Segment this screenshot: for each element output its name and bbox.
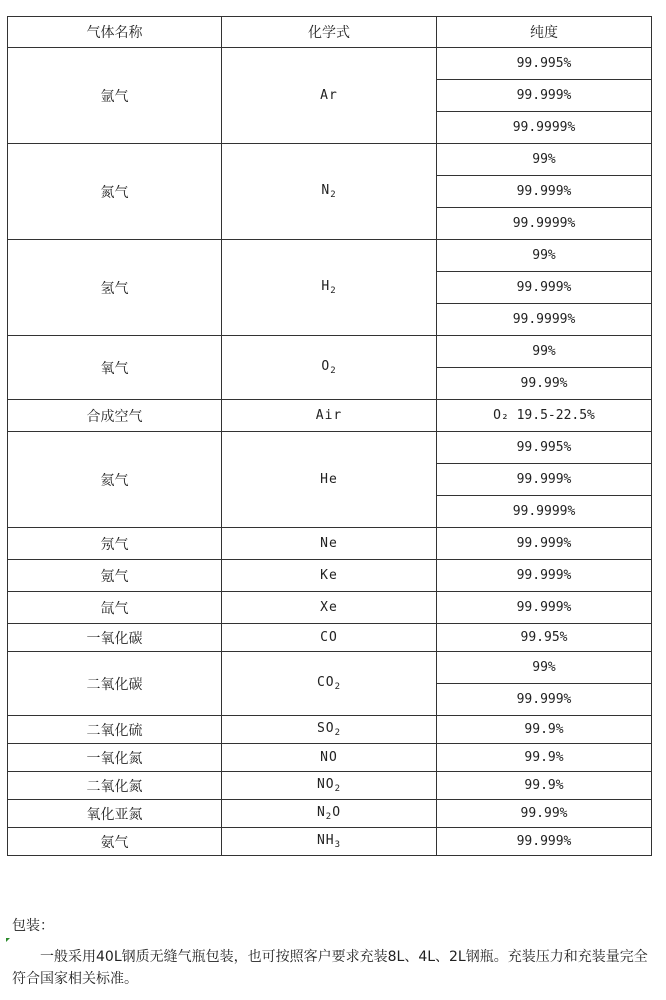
formula-subscript: 2 — [334, 728, 342, 738]
purity-cell: 99.9999% — [437, 304, 652, 336]
formula-subscript: 2 — [330, 366, 337, 376]
formula-cell — [222, 592, 437, 624]
purity-cell: 99.9999% — [437, 208, 652, 240]
table-row — [8, 560, 652, 592]
formula-cell — [222, 772, 437, 800]
purity-cell: 99.9% — [437, 716, 652, 744]
gas-name-cell: 氪气 — [8, 560, 222, 592]
purity-cell: 99.999% — [437, 176, 652, 208]
table-body — [8, 48, 652, 856]
formula-base: H — [321, 279, 331, 294]
purity-cell: 99.9999% — [437, 496, 652, 528]
packaging-title: 包装： — [12, 918, 54, 934]
formula-base: SO — [316, 721, 335, 736]
formula-base: CO — [316, 675, 335, 690]
table-row — [8, 336, 652, 368]
formula-cell — [222, 144, 437, 240]
formula-subscript: 2 — [325, 812, 333, 822]
formula-subscript: 2 — [330, 190, 337, 200]
formula-cell — [222, 744, 437, 772]
table-row — [8, 592, 652, 624]
table-row — [8, 528, 652, 560]
formula-cell — [222, 48, 437, 144]
purity-cell: 99.999% — [437, 684, 652, 716]
purity-cell: 99.99% — [437, 800, 652, 828]
purity-cell: 99.99% — [437, 368, 652, 400]
table-row — [8, 800, 652, 828]
purity-cell: 99.999% — [437, 592, 652, 624]
table-row — [8, 144, 652, 176]
table-row — [8, 240, 652, 272]
formula-base: O — [321, 359, 331, 374]
purity-cell: 99.999% — [437, 272, 652, 304]
header-purity: 纯度 — [437, 17, 652, 48]
purity-cell: 99.95% — [437, 624, 652, 652]
gas-name-cell: 氖气 — [8, 528, 222, 560]
formula-cell — [222, 716, 437, 744]
gas-name-cell: 氮气 — [8, 144, 222, 240]
purity-cell: 99% — [437, 144, 652, 176]
purity-cell: 99.9% — [437, 744, 652, 772]
table-row — [8, 716, 652, 744]
comment-marker-icon — [6, 938, 10, 942]
formula-base: NO — [320, 750, 338, 765]
gas-name-cell: 氦气 — [8, 432, 222, 528]
purity-cell: 99.999% — [437, 528, 652, 560]
gas-name-cell: 二氧化氮 — [8, 772, 222, 800]
table-header-row — [8, 17, 652, 48]
gas-name-cell: 一氧化碳 — [8, 624, 222, 652]
gas-name-cell: 氢气 — [8, 240, 222, 336]
table-row — [8, 744, 652, 772]
formula-base: NO — [316, 777, 335, 792]
table-row — [8, 400, 652, 432]
formula-subscript: 2 — [334, 682, 342, 692]
purity-cell: 99.995% — [437, 48, 652, 80]
formula-cell — [222, 624, 437, 652]
formula-tail: O — [332, 805, 342, 820]
formula-subscript: 3 — [334, 840, 342, 850]
purity-cell: 99.995% — [437, 432, 652, 464]
table-row — [8, 624, 652, 652]
purity-cell: 99.9% — [437, 772, 652, 800]
gas-name-cell: 二氧化硫 — [8, 716, 222, 744]
formula-cell — [222, 652, 437, 716]
header-gas-name: 气体名称 — [8, 17, 222, 48]
purity-cell: 99.999% — [437, 80, 652, 112]
gas-name-cell: 合成空气 — [8, 400, 222, 432]
gas-name-cell: 氧化亚氮 — [8, 800, 222, 828]
formula-cell — [222, 800, 437, 828]
table-row — [8, 828, 652, 856]
formula-base: CO — [320, 630, 338, 645]
table-row — [8, 432, 652, 464]
purity-cell: 99.999% — [437, 560, 652, 592]
formula-cell — [222, 336, 437, 400]
formula-base: Xe — [320, 600, 338, 615]
gas-name-cell: 氩气 — [8, 48, 222, 144]
formula-base: NH — [316, 833, 335, 848]
formula-base: Ke — [320, 568, 338, 583]
packaging-body: 一般采用40L钢质无缝气瓶包装，也可按照客户要求充装8L、4L、2L钢瓶。充装压力和充装量完全符合国家相关标准。 — [12, 949, 648, 987]
table-row — [8, 48, 652, 80]
formula-subscript: 2 — [330, 286, 337, 296]
purity-cell: 99% — [437, 240, 652, 272]
formula-base: Air — [315, 408, 343, 423]
formula-base: N — [316, 805, 326, 820]
formula-subscript: 2 — [334, 784, 342, 794]
gas-name-cell: 二氧化碳 — [8, 652, 222, 716]
formula-cell — [222, 432, 437, 528]
gas-purity-table — [7, 16, 652, 856]
gas-name-cell: 氨气 — [8, 828, 222, 856]
purity-cell: 99.9999% — [437, 112, 652, 144]
purity-cell: 99% — [437, 336, 652, 368]
table-row — [8, 652, 652, 684]
purity-cell: 99.999% — [437, 828, 652, 856]
formula-cell — [222, 560, 437, 592]
formula-cell — [222, 828, 437, 856]
table-row — [8, 772, 652, 800]
header-formula: 化学式 — [222, 17, 437, 48]
purity-cell: 99% — [437, 652, 652, 684]
formula-base: N — [321, 183, 331, 198]
packaging-section — [12, 915, 652, 990]
formula-base: Ar — [320, 88, 338, 103]
purity-cell: 99.999% — [437, 464, 652, 496]
gas-name-cell: 氙气 — [8, 592, 222, 624]
formula-cell — [222, 400, 437, 432]
formula-base: He — [320, 472, 338, 487]
formula-base: Ne — [320, 536, 338, 551]
gas-name-cell: 氧气 — [8, 336, 222, 400]
formula-cell — [222, 528, 437, 560]
purity-cell: O₂ 19.5-22.5% — [437, 400, 652, 432]
formula-cell — [222, 240, 437, 336]
gas-name-cell: 一氧化氮 — [8, 744, 222, 772]
